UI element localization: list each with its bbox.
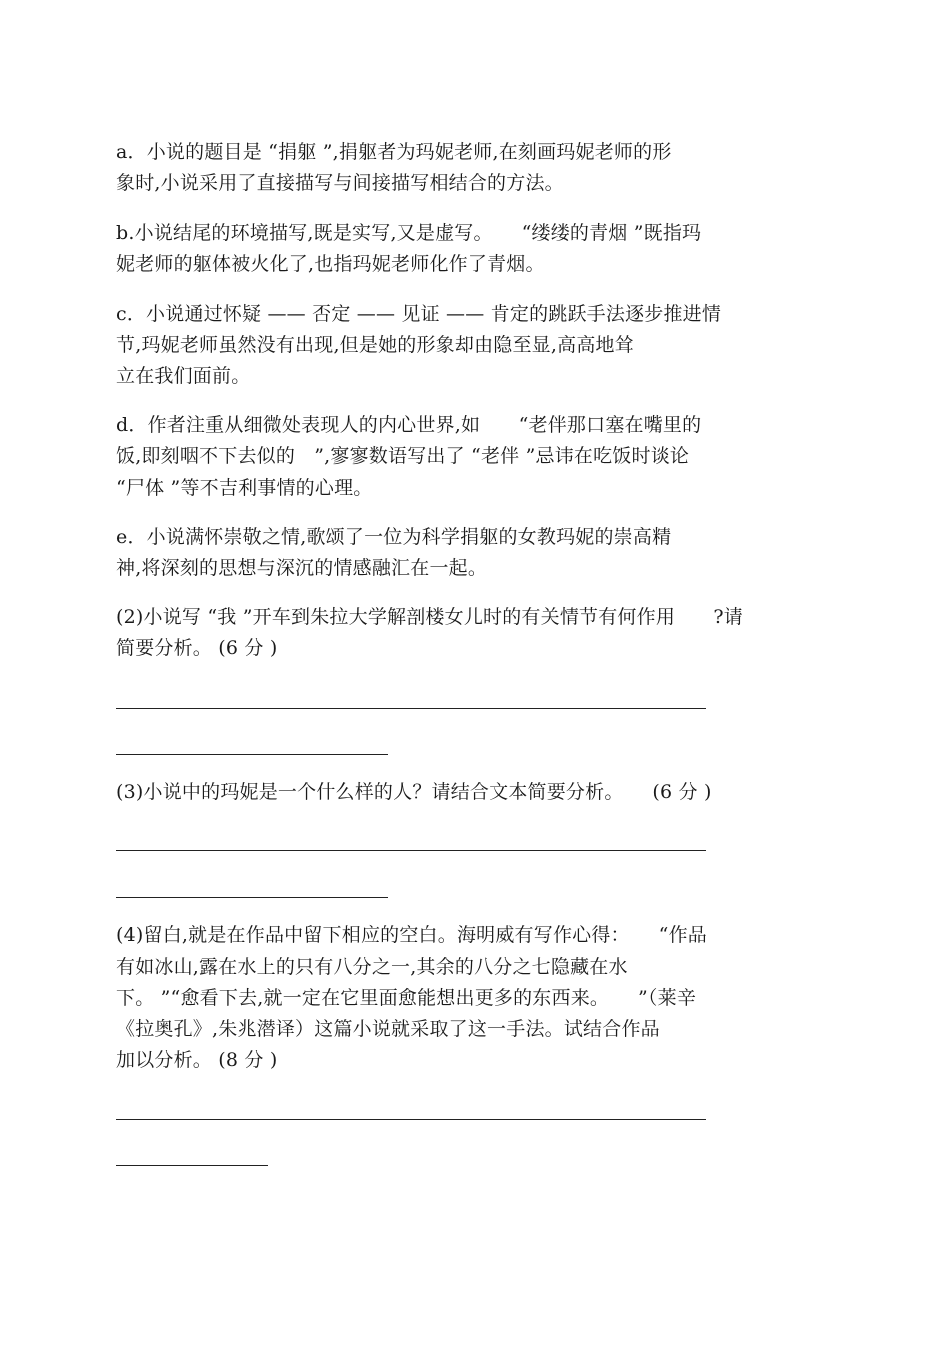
question-4-line-4: 《拉奥孔》,朱兆潜译）这篇小说就采取了这一手法。试结合作品 bbox=[116, 1018, 660, 1040]
option-c-line-3: 立在我们面前。 bbox=[116, 365, 251, 387]
option-b-line-1: b.小说结尾的环境描写,既是实写,又是虚写。 “缕缕的青烟 ”既指玛 bbox=[116, 222, 702, 244]
option-d-line-1: d．作者注重从细微处表现人的内心世界,如 “老伴那口塞在嘴里的 bbox=[116, 414, 702, 436]
question-4-answer-line-2[interactable] bbox=[116, 1165, 268, 1166]
option-c-line-2: 节,玛妮老师虽然没有出现,但是她的形象却由隐至显,高高地耸 bbox=[116, 334, 634, 356]
question-2-answer-line-1[interactable] bbox=[116, 708, 706, 709]
question-4-line-5: 加以分析。 (8 分 ) bbox=[116, 1049, 278, 1071]
question-4-line-3: 下。 ”“愈看下去,就一定在它里面愈能想出更多的东西来。 ”（莱辛 bbox=[116, 987, 697, 1009]
option-d-line-2: 饭,即刻咽不下去似的 ”,寥寥数语写出了 “老伴 ”忌讳在吃饭时谈论 bbox=[116, 445, 690, 467]
question-4-line-1: (4)留白,就是在作品中留下相应的空白。海明威有写作心得： “作品 bbox=[116, 924, 707, 946]
question-2-line-2: 简要分析。 (6 分 ) bbox=[116, 637, 278, 659]
question-3-answer-line-2[interactable] bbox=[116, 897, 388, 898]
option-a-line-2: 象时,小说采用了直接描写与间接描写相结合的方法。 bbox=[116, 172, 564, 194]
option-e-line-1: e．小说满怀崇敬之情,歌颂了一位为科学捐躯的女教玛妮的崇高精 bbox=[116, 526, 672, 548]
question-3-line-1: (3)小说中的玛妮是一个什么样的人？请结合文本简要分析。 (6 分 ) bbox=[116, 781, 712, 803]
option-c-line-1: c．小说通过怀疑 —— 否定 —— 见证 —— 肯定的跳跃手法逐步推进情 bbox=[116, 303, 722, 325]
option-a-line-1: a．小说的题目是 “捐躯 ”,捐躯者为玛妮老师,在刻画玛妮老师的形 bbox=[116, 141, 672, 163]
question-4-answer-line-1[interactable] bbox=[116, 1119, 706, 1120]
option-d-line-3: “尸体 ”等不吉利事情的心理。 bbox=[116, 477, 373, 499]
question-2-line-1: (2)小说写 “我 ”开车到朱拉大学解剖楼女儿时的有关情节有何作用 ?请 bbox=[116, 606, 744, 628]
option-e-line-2: 神,将深刻的思想与深沉的情感融汇在一起。 bbox=[116, 557, 488, 579]
question-4-line-2: 有如冰山,露在水上的只有八分之一,其余的八分之七隐藏在水 bbox=[116, 956, 628, 978]
option-b-line-2: 妮老师的躯体被火化了,也指玛妮老师化作了青烟。 bbox=[116, 253, 545, 275]
question-2-answer-line-2[interactable] bbox=[116, 754, 388, 755]
question-3-answer-line-1[interactable] bbox=[116, 850, 706, 851]
